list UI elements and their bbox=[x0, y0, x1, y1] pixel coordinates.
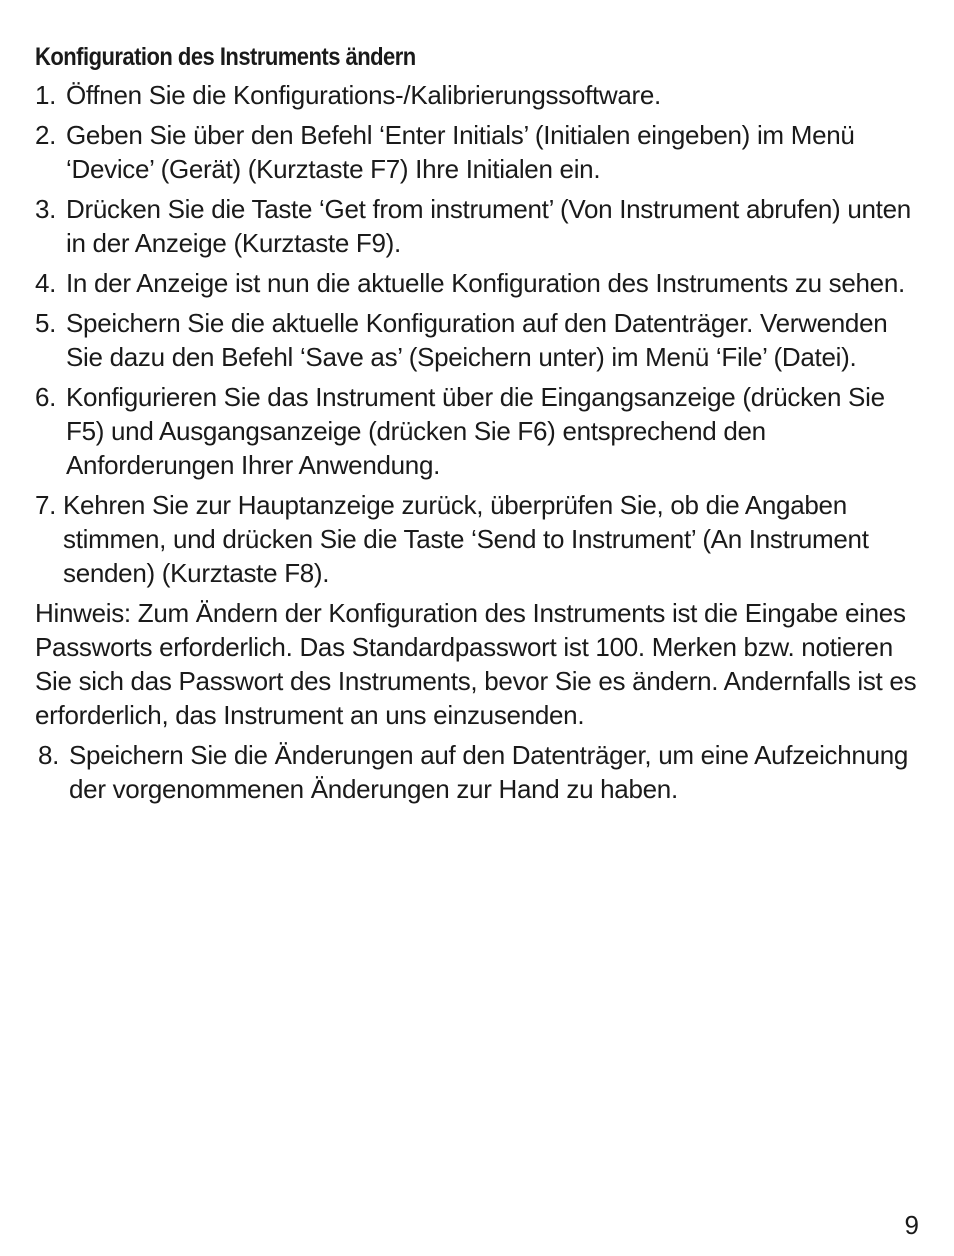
step-text: Speichern Sie die Änderungen auf den Datenträger, um eine Aufzeichnung der vorgenommenen Änderungen zur Hand zu haben. bbox=[69, 740, 909, 804]
list-item bbox=[35, 738, 925, 806]
list-item bbox=[35, 306, 925, 374]
step-number: 1. bbox=[35, 80, 57, 110]
step-text: Öffnen Sie die Konfigurations-/Kalibrierungssoftware. bbox=[66, 80, 661, 110]
step-number: 5. bbox=[35, 308, 57, 338]
step-number: 6. bbox=[35, 382, 57, 412]
step-number: 3. bbox=[35, 194, 57, 224]
list-item bbox=[35, 488, 925, 590]
list-item bbox=[35, 380, 925, 482]
list-item bbox=[35, 192, 925, 260]
password-note: Hinweis: Zum Ändern der Konfiguration des Instruments ist die Eingabe eines Passworts erforderlich. Das Standardpasswort ist 100. Merken bzw. notieren Sie sich das Passwort des Instruments, bevor Sie es ändern. Andernfalls ist es erforderlich, das Instrument an uns einzusenden. bbox=[35, 598, 917, 730]
steps-list-continued bbox=[35, 738, 925, 806]
step-text: Konfigurieren Sie das Instrument über die Eingangsanzeige (drücken Sie F5) und Ausgangsanzeige (drücken Sie F6) entsprechend den Anforderungen Ihrer Anwendung. bbox=[66, 382, 885, 480]
steps-list bbox=[35, 78, 925, 590]
step-text: Drücken Sie die Taste ‘Get from instrument’ (Von Instrument abrufen) unten in der Anzeige (Kurztaste F9). bbox=[66, 194, 911, 258]
step-number: 7. bbox=[35, 490, 57, 520]
step-text: In der Anzeige ist nun die aktuelle Konfiguration des Instruments zu sehen. bbox=[66, 268, 905, 298]
list-item bbox=[35, 118, 925, 186]
section-heading: Konfiguration des Instruments ändern bbox=[35, 43, 416, 71]
step-text: Speichern Sie die aktuelle Konfiguration auf den Datenträger. Verwenden Sie dazu den Befehl ‘Save as’ (Speichern unter) im Menü ‘File’ (Datei). bbox=[66, 308, 888, 372]
step-text: Kehren Sie zur Hauptanzeige zurück, überprüfen Sie, ob die Angaben stimmen, und drücken Sie die Taste ‘Send to Instrument’ (An Instrument senden) (Kurztaste F8). bbox=[63, 490, 869, 588]
step-number: 4. bbox=[35, 268, 57, 298]
step-text: Geben Sie über den Befehl ‘Enter Initials’ (Initialen eingeben) im Menü ‘Device’ (Gerät) (Kurztaste F7) Ihre Initialen ein. bbox=[66, 120, 855, 184]
list-item bbox=[35, 266, 925, 300]
list-item bbox=[35, 78, 925, 112]
step-number: 2. bbox=[35, 120, 57, 150]
page-content bbox=[35, 40, 925, 812]
step-number: 8. bbox=[38, 740, 60, 770]
page-number: 9 bbox=[904, 1210, 919, 1240]
